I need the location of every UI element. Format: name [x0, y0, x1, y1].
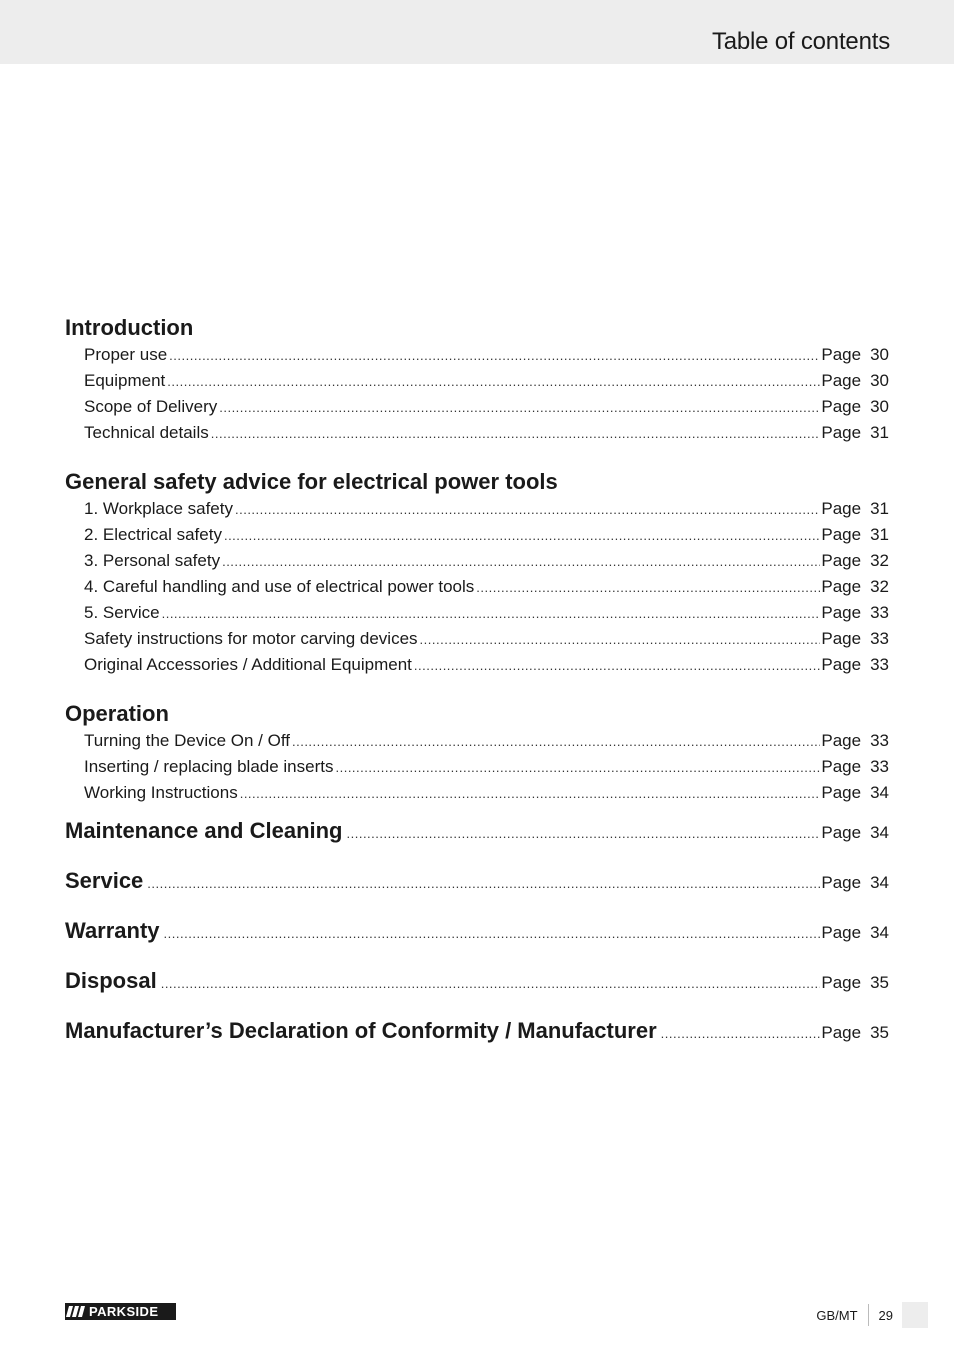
section-heading: Warranty	[65, 918, 160, 943]
footer-divider	[868, 1304, 869, 1326]
footer-pagination	[816, 1302, 928, 1328]
dot-leader	[162, 601, 821, 626]
toc-heading-entry[interactable]	[65, 1017, 889, 1067]
section-heading: General safety advice for electrical power tools	[65, 469, 558, 494]
brand-name: PARKSIDE	[89, 1304, 159, 1319]
dot-leader	[661, 1026, 821, 1041]
toc-entry[interactable]	[65, 368, 889, 394]
country-code: GB/MT	[816, 1307, 858, 1323]
page-reference: Page 33	[821, 629, 889, 648]
toc-entry[interactable]	[65, 394, 889, 420]
dot-leader	[420, 627, 821, 652]
page-reference: Page 30	[821, 345, 889, 364]
footer-tab-marker	[902, 1302, 928, 1328]
dot-leader	[292, 729, 820, 754]
page-reference: Page 34	[821, 873, 889, 892]
page-reference: Page 30	[821, 371, 889, 390]
dot-leader	[347, 826, 821, 841]
dot-leader	[164, 926, 821, 941]
toc-heading-entry[interactable]	[65, 867, 889, 917]
page-reference: Page 31	[821, 499, 889, 518]
entry-label: Equipment	[84, 371, 166, 390]
toc-entry[interactable]	[65, 496, 889, 522]
page-reference: Page 34	[821, 823, 889, 842]
section-heading: Manufacturer’s Declaration of Conformity / Manufacturer	[65, 1018, 657, 1043]
dot-leader	[235, 497, 820, 522]
page-reference: Page 33	[821, 731, 889, 750]
dot-leader	[219, 395, 820, 420]
table-of-contents	[65, 314, 889, 1067]
page-reference: Page 33	[821, 603, 889, 622]
section-heading: Service	[65, 868, 144, 893]
entry-label: 2. Electrical safety	[84, 525, 222, 544]
toc-entry[interactable]	[65, 574, 889, 600]
dot-leader	[224, 523, 820, 548]
page-number: 29	[878, 1307, 893, 1323]
toc-entry[interactable]	[65, 342, 889, 368]
dot-leader	[161, 976, 821, 991]
entry-label: 3. Personal safety	[84, 551, 221, 570]
toc-heading-entry[interactable]	[65, 817, 889, 867]
page-reference: Page 30	[821, 397, 889, 416]
page-reference: Page 31	[821, 525, 889, 544]
section-heading: Disposal	[65, 968, 157, 993]
toc-heading-entry[interactable]	[65, 967, 889, 1017]
page-title: Table of contents	[711, 28, 890, 55]
page-reference: Page 35	[821, 973, 889, 992]
section-heading: Maintenance and Cleaning	[65, 818, 343, 843]
section-heading: Introduction	[65, 315, 194, 340]
section-heading: Operation	[65, 701, 169, 726]
parkside-logo	[65, 1303, 176, 1320]
page-reference: Page 33	[821, 757, 889, 776]
dot-leader	[211, 421, 821, 446]
toc-entry[interactable]	[65, 728, 889, 754]
entry-label: Technical details	[84, 423, 209, 442]
toc-entry[interactable]	[65, 420, 889, 446]
toc-entry[interactable]	[65, 780, 889, 806]
page-reference: Page 31	[821, 423, 889, 442]
toc-entry[interactable]	[65, 754, 889, 780]
entry-label: 1. Workplace safety	[84, 499, 233, 518]
header-band	[0, 0, 954, 64]
dot-leader	[169, 343, 820, 368]
entry-label: Original Accessories / Additional Equipment	[84, 655, 412, 674]
entry-label: Inserting / replacing blade inserts	[84, 757, 334, 776]
page-reference: Page 34	[821, 923, 889, 942]
entry-label: Safety instructions for motor carving devices	[84, 629, 418, 648]
page-reference: Page 33	[821, 655, 889, 674]
page-reference: Page 32	[821, 577, 889, 596]
dot-leader	[147, 876, 820, 891]
entry-label: 4. Careful handling and use of electrical power tools	[84, 577, 475, 596]
toc-entry[interactable]	[65, 652, 889, 678]
toc-entry[interactable]	[65, 600, 889, 626]
page-reference: Page 32	[821, 551, 889, 570]
entry-label: Working Instructions	[84, 783, 238, 802]
toc-section-introduction	[65, 314, 889, 446]
entry-label: Proper use	[84, 345, 168, 364]
dot-leader	[240, 781, 821, 806]
dot-leader	[476, 575, 820, 600]
dot-leader	[222, 549, 820, 574]
dot-leader	[414, 653, 820, 678]
entry-label: 5. Service	[84, 603, 160, 622]
entry-label: Turning the Device On / Off	[84, 731, 290, 750]
page-reference: Page 34	[821, 783, 889, 802]
entry-label: Scope of Delivery	[84, 397, 218, 416]
toc-entry[interactable]	[65, 626, 889, 652]
toc-section-general-safety	[65, 468, 889, 678]
dot-leader	[335, 755, 820, 780]
toc-entry[interactable]	[65, 548, 889, 574]
logo-stripes-icon	[65, 1303, 87, 1320]
dot-leader	[167, 369, 820, 394]
page-reference: Page 35	[821, 1023, 889, 1042]
toc-heading-entry[interactable]	[65, 917, 889, 967]
toc-entry[interactable]	[65, 522, 889, 548]
toc-section-operation	[65, 700, 889, 806]
